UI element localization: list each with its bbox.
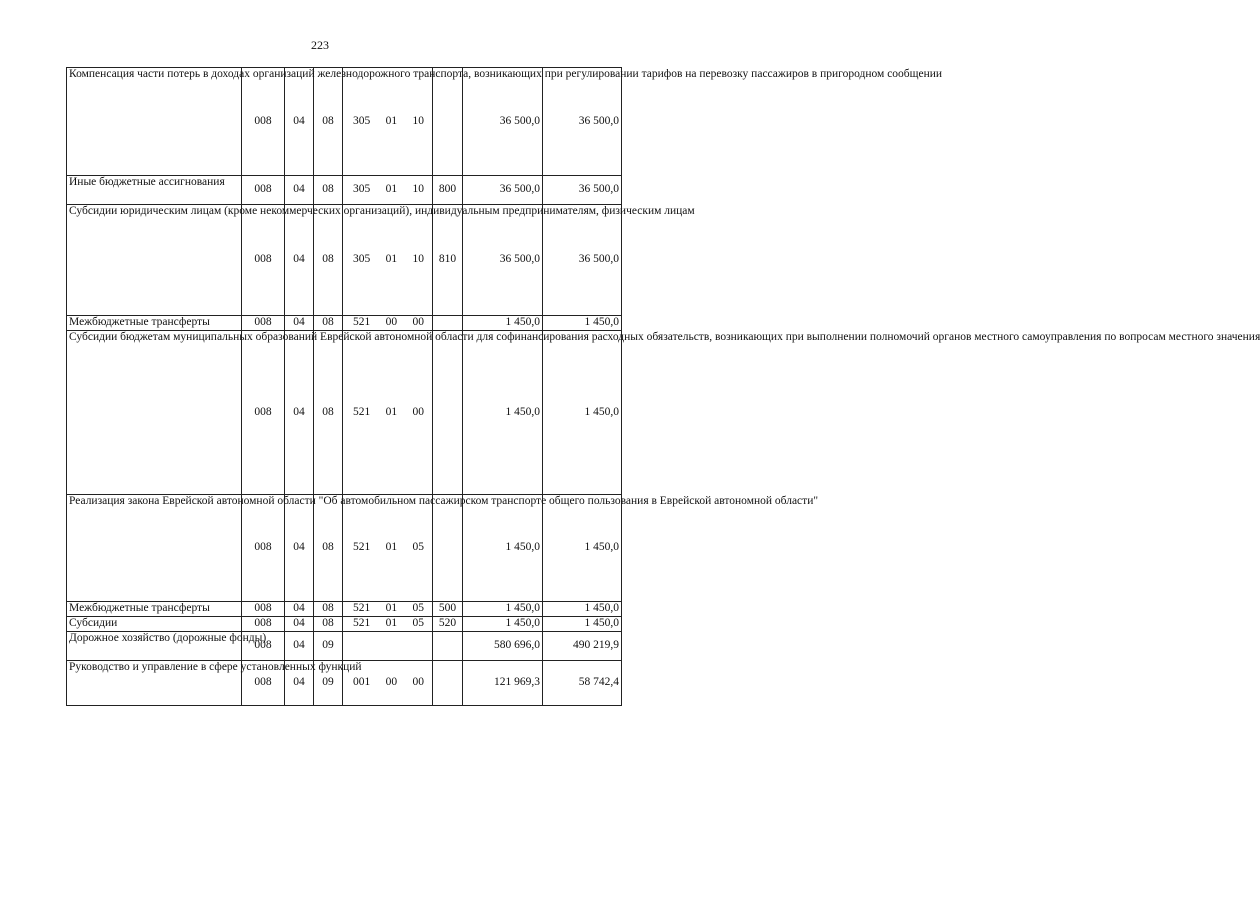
- target-article-part: 00: [412, 405, 424, 418]
- section-code: 04: [285, 205, 314, 316]
- target-article-part: 521: [353, 617, 371, 630]
- amount-year-1: 36 500,0: [463, 176, 543, 205]
- amount-year-1: 121 969,3: [463, 661, 543, 706]
- row-name: Иные бюджетные ассигнования: [67, 176, 242, 205]
- table-row: [67, 331, 622, 495]
- section-code: 04: [285, 632, 314, 661]
- target-article-part: 10: [412, 253, 424, 266]
- subsection-code: 09: [314, 632, 343, 661]
- ministry-code: 008: [242, 602, 285, 617]
- target-article-part: 10: [412, 183, 424, 196]
- amount-year-2: 490 219,9: [543, 632, 622, 661]
- target-article-code: [343, 495, 433, 602]
- subsection-code: 08: [314, 316, 343, 331]
- target-article-part: 01: [385, 541, 398, 554]
- amount-year-1: 36 500,0: [463, 205, 543, 316]
- amount-year-1: 1 450,0: [463, 331, 543, 495]
- subsection-code: 08: [314, 495, 343, 602]
- row-name: Дорожное хозяйство (дорожные фонды): [67, 632, 242, 661]
- target-article-part: 00: [385, 316, 398, 329]
- target-article-part: 521: [353, 541, 371, 554]
- amount-year-2: 1 450,0: [543, 495, 622, 602]
- row-name: Межбюджетные трансферты: [67, 316, 242, 331]
- table-row: [67, 632, 622, 661]
- ministry-code: 008: [242, 316, 285, 331]
- amount-year-2: 36 500,0: [543, 205, 622, 316]
- section-code: 04: [285, 661, 314, 706]
- subsection-code: 09: [314, 661, 343, 706]
- target-article-part: 10: [412, 114, 424, 127]
- target-article-part: 521: [353, 405, 371, 418]
- table-row: [67, 316, 622, 331]
- budget-table: [66, 67, 1260, 706]
- amount-year-2: 1 450,0: [543, 331, 622, 495]
- amount-year-2: 1 450,0: [543, 602, 622, 617]
- subsection-code: 08: [314, 331, 343, 495]
- target-article-code: [343, 632, 433, 661]
- amount-year-2: 36 500,0: [543, 176, 622, 205]
- target-article-code: [343, 205, 433, 316]
- amount-year-2: 36 500,0: [543, 68, 622, 176]
- table-row: [67, 176, 622, 205]
- expense-type-code: [433, 632, 463, 661]
- row-name: Субсидии: [67, 617, 242, 632]
- table-row: [67, 617, 622, 632]
- subsection-code: 08: [314, 176, 343, 205]
- target-article-code: [343, 602, 433, 617]
- ministry-code: 008: [242, 617, 285, 632]
- amount-year-1: 1 450,0: [463, 495, 543, 602]
- target-article-part: 01: [385, 617, 398, 630]
- target-article-part: 521: [353, 316, 371, 329]
- expense-type-code: [433, 661, 463, 706]
- row-name: Межбюджетные трансферты: [67, 602, 242, 617]
- amount-year-1: 580 696,0: [463, 632, 543, 661]
- target-article-part: 01: [385, 253, 398, 266]
- target-article-code: [343, 68, 433, 176]
- expense-type-code: [433, 495, 463, 602]
- target-article-part: 521: [353, 602, 371, 615]
- target-article-part: 305: [353, 253, 371, 266]
- row-name: Компенсация части потерь в доходах организаций железнодорожного транспорта, возникающих при регулировании тарифов на перевозку пассажиров в пригородном сообщении: [67, 68, 242, 176]
- table-row: [67, 205, 622, 316]
- expense-type-code: 520: [433, 617, 463, 632]
- target-article-part: 00: [412, 676, 424, 689]
- target-article-code: [343, 316, 433, 331]
- target-article-part: 305: [353, 114, 371, 127]
- page-number: 223: [311, 38, 329, 52]
- subsection-code: 08: [314, 68, 343, 176]
- target-article-part: 01: [385, 405, 398, 418]
- table-row: [67, 68, 622, 176]
- section-code: 04: [285, 602, 314, 617]
- target-article-part: 05: [412, 617, 424, 630]
- section-code: 04: [285, 68, 314, 176]
- subsection-code: 08: [314, 205, 343, 316]
- target-article-part: 05: [412, 541, 424, 554]
- expense-type-code: 500: [433, 602, 463, 617]
- expense-type-code: 800: [433, 176, 463, 205]
- subsection-code: 08: [314, 602, 343, 617]
- amount-year-2: 1 450,0: [543, 316, 622, 331]
- expense-type-code: [433, 331, 463, 495]
- amount-year-1: 1 450,0: [463, 617, 543, 632]
- row-name: Реализация закона Еврейской автономной области "Об автомобильном пассажирском транспорте общего пользования в Еврейской автономной области": [67, 495, 242, 602]
- amount-year-1: 36 500,0: [463, 68, 543, 176]
- target-article-part: 00: [412, 316, 424, 329]
- section-code: 04: [285, 495, 314, 602]
- table-row: [67, 495, 622, 602]
- row-name: Руководство и управление в сфере установленных функций: [67, 661, 242, 706]
- section-code: 04: [285, 617, 314, 632]
- target-article-part: 01: [385, 114, 398, 127]
- ministry-code: 008: [242, 176, 285, 205]
- ministry-code: 008: [242, 68, 285, 176]
- expense-type-code: 810: [433, 205, 463, 316]
- target-article-part: 01: [385, 183, 398, 196]
- row-name: Субсидии юридическим лицам (кроме некоммерческих организаций), индивидуальным предпринимателям, физическим лицам: [67, 205, 242, 316]
- row-name: Субсидии бюджетам муниципальных образований Еврейской автономной области для софинансирования расходных обязательств, возникающих при выполнении полномочий органов местного самоуправления по вопросам местного значения: [67, 331, 242, 495]
- expense-type-code: [433, 68, 463, 176]
- ministry-code: 008: [242, 495, 285, 602]
- ministry-code: 008: [242, 632, 285, 661]
- target-article-part: 00: [385, 676, 398, 689]
- target-article-part: 01: [385, 602, 398, 615]
- table-row: [67, 661, 622, 706]
- target-article-code: [343, 176, 433, 205]
- target-article-part: 305: [353, 183, 371, 196]
- target-article-code: [343, 331, 433, 495]
- target-article-part: 05: [412, 602, 424, 615]
- target-article-code: [343, 617, 433, 632]
- subsection-code: 08: [314, 617, 343, 632]
- amount-year-1: 1 450,0: [463, 602, 543, 617]
- section-code: 04: [285, 176, 314, 205]
- amount-year-2: 58 742,4: [543, 661, 622, 706]
- expense-type-code: [433, 316, 463, 331]
- section-code: 04: [285, 316, 314, 331]
- ministry-code: 008: [242, 661, 285, 706]
- ministry-code: 008: [242, 205, 285, 316]
- amount-year-1: 1 450,0: [463, 316, 543, 331]
- amount-year-2: 1 450,0: [543, 617, 622, 632]
- section-code: 04: [285, 331, 314, 495]
- ministry-code: 008: [242, 331, 285, 495]
- target-article-part: 001: [353, 676, 371, 689]
- table-row: [67, 602, 622, 617]
